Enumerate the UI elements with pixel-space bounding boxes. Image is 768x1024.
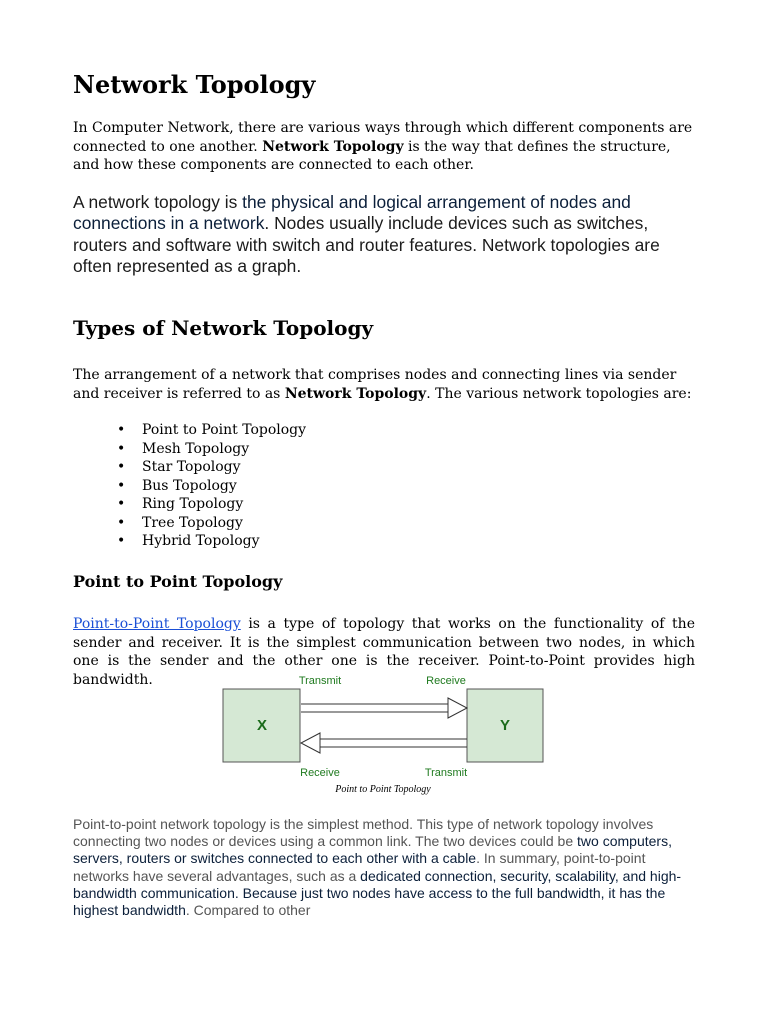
summary-text-1: Point-to-point network topology is the simplest method. This type of network topology involves connecting two nodes or devices using a common link. The two devices could be xyxy=(73,816,654,850)
diagram-caption: Point to Point Topology xyxy=(335,784,431,795)
definition-paragraph xyxy=(73,192,695,278)
list-item-label: Tree Topology xyxy=(142,514,243,531)
summary-text-3: . Compared to other xyxy=(185,902,311,919)
list-item xyxy=(73,421,695,440)
list-item xyxy=(73,532,695,551)
arrow-y-to-x xyxy=(301,733,467,753)
arrow-x-to-y xyxy=(301,698,467,718)
node-y-label: Y xyxy=(499,717,511,734)
node-x-label: X xyxy=(256,717,268,734)
intro-text-2: is the way that defines the structure, and how these components are connected to each other. xyxy=(73,138,671,174)
summary-text-2: . In summary, point-to-point networks have several advantages, such as a xyxy=(73,850,646,884)
p2p-diagram xyxy=(222,672,545,798)
p2p-diagram-svg xyxy=(222,672,545,798)
summary-dark-2: dedicated connection, security, scalability, and high-bandwidth communication. Because just two nodes have access to the full bandwidth, it has the highest bandwidth xyxy=(73,867,682,919)
bullet: • xyxy=(117,440,126,457)
list-item-label: Star Topology xyxy=(142,459,241,475)
list-item-label: Point to Point Topology xyxy=(142,422,307,438)
types-intro-paragraph xyxy=(73,366,695,403)
bullet: • xyxy=(117,422,126,438)
list-item-label: Ring Topology xyxy=(142,496,244,512)
intro-bold: Network Topology xyxy=(262,138,404,155)
intro-paragraph xyxy=(73,119,695,175)
bullet: • xyxy=(117,459,126,475)
bottom-right-label: Transmit xyxy=(424,767,468,779)
definition-highlight: the physical and logical arrangement of nodes and connections in a network xyxy=(73,192,631,234)
list-item-label: Hybrid Topology xyxy=(142,533,260,549)
list-item xyxy=(73,458,695,477)
bullet: • xyxy=(117,514,126,531)
bullet: • xyxy=(117,496,126,512)
definition-text-2: . Nodes usually include devices such as switches, routers and software with switch and router features. Network topologies are often represented as a graph. xyxy=(73,213,660,277)
summary-dark-1: two computers, servers, routers or switches connected to each other with a cable xyxy=(73,833,672,867)
top-right-label: Receive xyxy=(426,675,466,687)
p2p-text: is a type of topology that works on the functionality of the sender and receiver. It is the simplest communication between two nodes, in which one is the sender and the other one is the receiver. Point-to-Point provides high bandwidth. xyxy=(73,616,695,688)
list-item xyxy=(73,477,695,496)
p2p-heading: Point to Point Topology xyxy=(73,572,283,591)
page-title: Network Topology xyxy=(73,70,316,99)
bullet: • xyxy=(117,533,126,549)
intro-text-1: In Computer Network, there are various ways through which different components are connected to one another. xyxy=(73,120,693,155)
types-heading: Types of Network Topology xyxy=(73,316,374,340)
top-left-label: Transmit xyxy=(298,675,342,687)
topology-list xyxy=(73,421,695,551)
p2p-topology-link[interactable]: Point-to-Point Topology xyxy=(73,616,241,632)
definition-text-1: A network topology is xyxy=(73,192,243,212)
bullet: • xyxy=(117,477,126,494)
list-item xyxy=(73,495,695,514)
types-intro-text-1: The arrangement of a network that comprises nodes and connecting lines via sender and receiver is referred to as xyxy=(73,367,677,402)
list-item xyxy=(73,514,695,533)
types-intro-bold: Network Topology xyxy=(284,385,427,402)
types-intro-text-2: . The various network topologies are: xyxy=(426,385,692,402)
list-item xyxy=(73,440,695,459)
summary-paragraph xyxy=(73,816,695,919)
list-item-label: Bus Topology xyxy=(142,477,237,494)
list-item-label: Mesh Topology xyxy=(142,440,250,457)
bottom-left-label: Receive xyxy=(300,767,340,779)
